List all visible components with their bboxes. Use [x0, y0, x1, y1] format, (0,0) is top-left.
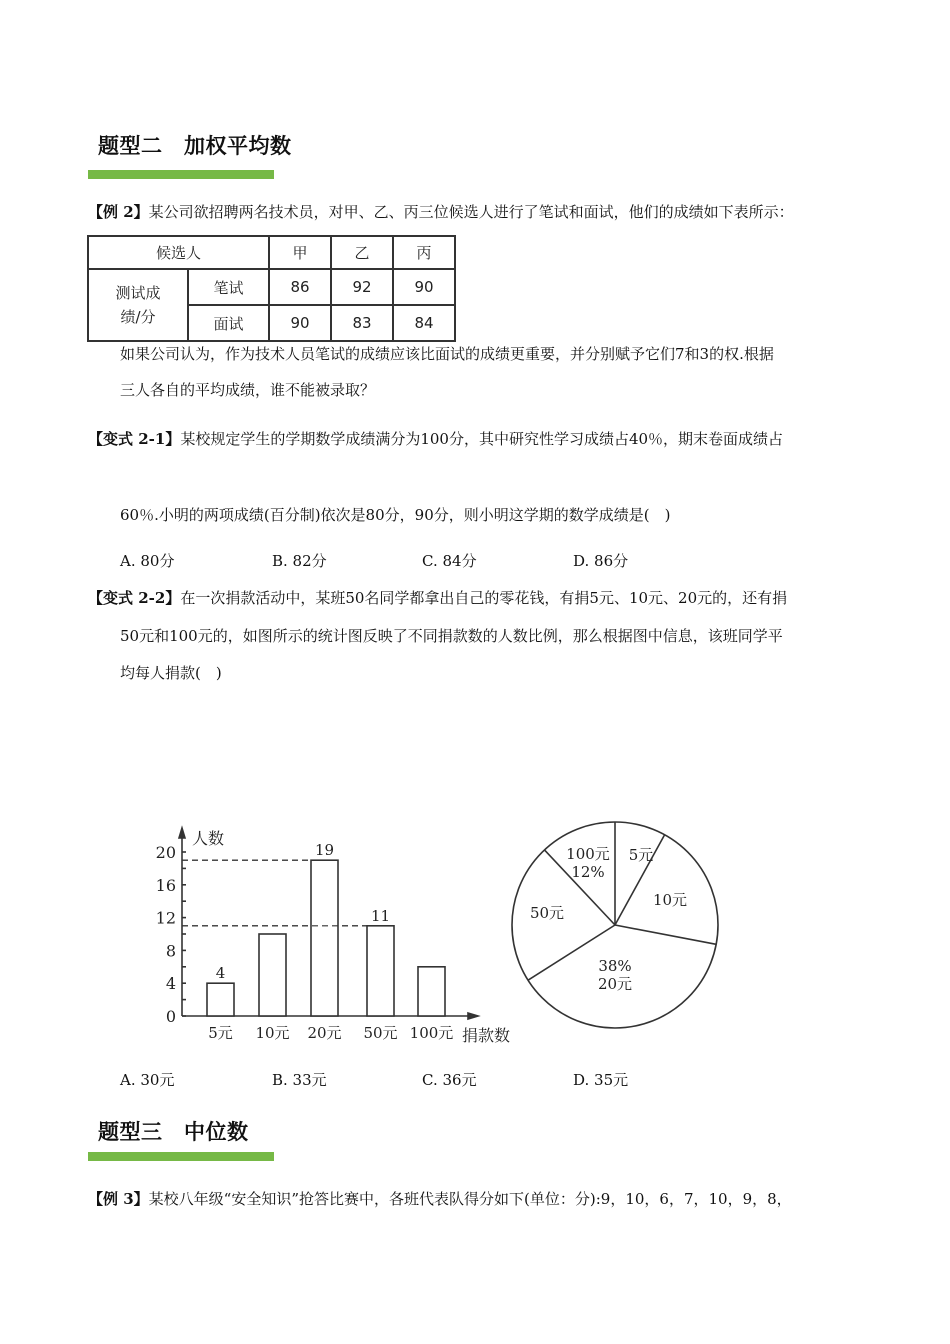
- variant-text: 在一次捐款活动中，某班50名同学都拿出自己的零花钱，有捐5元、10元、20元的，还有捐: [180, 589, 788, 607]
- svg-text:16: 16: [155, 875, 176, 895]
- table-header-row: [88, 236, 455, 269]
- option-a[interactable]: A. 30元: [120, 1071, 175, 1089]
- row-label: 面试: [188, 305, 269, 341]
- svg-text:20元: 20元: [307, 1024, 342, 1042]
- header-candidate-c: 丙: [393, 236, 455, 269]
- table-cell: 86: [269, 269, 331, 305]
- svg-text:10元: 10元: [652, 891, 688, 909]
- bar-chart: [150, 820, 530, 1050]
- example-2-prompt: [88, 202, 794, 222]
- svg-text:4: 4: [215, 964, 226, 983]
- example-3-prompt: [88, 1189, 792, 1209]
- svg-text:10元: 10元: [255, 1024, 290, 1042]
- header-candidate-a: 甲: [269, 236, 331, 269]
- table-row: [88, 269, 455, 305]
- example-2-question-line: 如果公司认为，作为技术人员笔试的成绩应该比面试的成绩更重要，并分别赋予它们7和3的权.根据: [120, 345, 774, 363]
- svg-text:12%: 12%: [571, 863, 605, 881]
- example-text: 某校八年级“安全知识”抢答比赛中，各班代表队得分如下(单位：分):9，10，6，7，10，9，8，: [148, 1190, 792, 1208]
- svg-text:0: 0: [165, 1007, 176, 1026]
- variant-2-1-prompt: [88, 429, 783, 449]
- scores-table: [87, 235, 456, 342]
- svg-text:38%: 38%: [598, 957, 632, 975]
- table-cell: 90: [393, 269, 455, 305]
- variant-tag: 【变式 2-1】: [88, 430, 181, 448]
- group-label-line: 测试成: [115, 284, 161, 302]
- svg-text:捐款数: 捐款数: [462, 1026, 511, 1045]
- example-2-question-line: 三人各自的平均成绩，谁不能被录取？: [120, 381, 376, 399]
- variant-2-2-line: 均每人捐款( ): [120, 664, 222, 682]
- option-b[interactable]: B. 33元: [272, 1071, 327, 1089]
- variant-tag: 【变式 2-2】: [88, 589, 181, 607]
- table-cell: 92: [331, 269, 393, 305]
- pie-chart: [500, 815, 730, 1045]
- svg-text:12: 12: [155, 908, 176, 928]
- table-cell: 90: [269, 305, 331, 341]
- svg-text:人数: 人数: [192, 829, 225, 848]
- option-a[interactable]: A. 80分: [120, 552, 175, 570]
- table-cell: 84: [393, 305, 455, 341]
- row-label: 笔试: [188, 269, 269, 305]
- section-accent-bar: [88, 1152, 274, 1161]
- table-cell: 83: [331, 305, 393, 341]
- section-title: 题型三 中位数: [98, 1120, 249, 1144]
- section-accent-bar: [88, 170, 274, 179]
- option-d[interactable]: D. 86分: [573, 552, 629, 570]
- svg-text:11: 11: [370, 906, 391, 925]
- svg-text:50元: 50元: [529, 904, 565, 922]
- svg-text:100元: 100元: [409, 1024, 454, 1042]
- option-c[interactable]: C. 36元: [422, 1071, 477, 1089]
- svg-text:5元: 5元: [628, 846, 654, 864]
- header-candidate: 候选人: [88, 236, 269, 269]
- group-label-line: 绩/分: [120, 308, 156, 326]
- header-candidate-b: 乙: [331, 236, 393, 269]
- svg-text:20: 20: [155, 843, 176, 862]
- option-b[interactable]: B. 82分: [272, 552, 327, 570]
- svg-text:50元: 50元: [363, 1024, 398, 1042]
- option-d[interactable]: D. 35元: [573, 1071, 629, 1089]
- variant-text: 某校规定学生的学期数学成绩满分为100分，其中研究性学习成绩占40％，期末卷面成绩占: [180, 430, 784, 448]
- svg-text:8: 8: [165, 941, 176, 961]
- example-tag: 【例 2】: [88, 203, 149, 221]
- group-label: [88, 269, 188, 341]
- option-c[interactable]: C. 84分: [422, 552, 477, 570]
- svg-text:4: 4: [165, 974, 176, 994]
- variant-2-2-prompt: [88, 588, 787, 608]
- svg-text:20元: 20元: [597, 975, 633, 993]
- example-text: 某公司欲招聘两名技术员，对甲、乙、丙三位候选人进行了笔试和面试，他们的成绩如下表所示：: [148, 203, 794, 221]
- variant-2-1-line: 60％.小明的两项成绩(百分制)依次是80分，90分，则小明这学期的数学成绩是( ): [120, 506, 671, 524]
- section-title: 题型二 加权平均数: [98, 134, 292, 158]
- example-tag: 【例 3】: [88, 1190, 149, 1208]
- svg-text:19: 19: [314, 841, 335, 860]
- variant-2-2-line: 50元和100元的，如图所示的统计图反映了不同捐款数的人数比例，那么根据图中信息，该班同学平: [120, 627, 783, 645]
- svg-text:100元: 100元: [566, 845, 610, 863]
- svg-text:5元: 5元: [208, 1024, 233, 1042]
